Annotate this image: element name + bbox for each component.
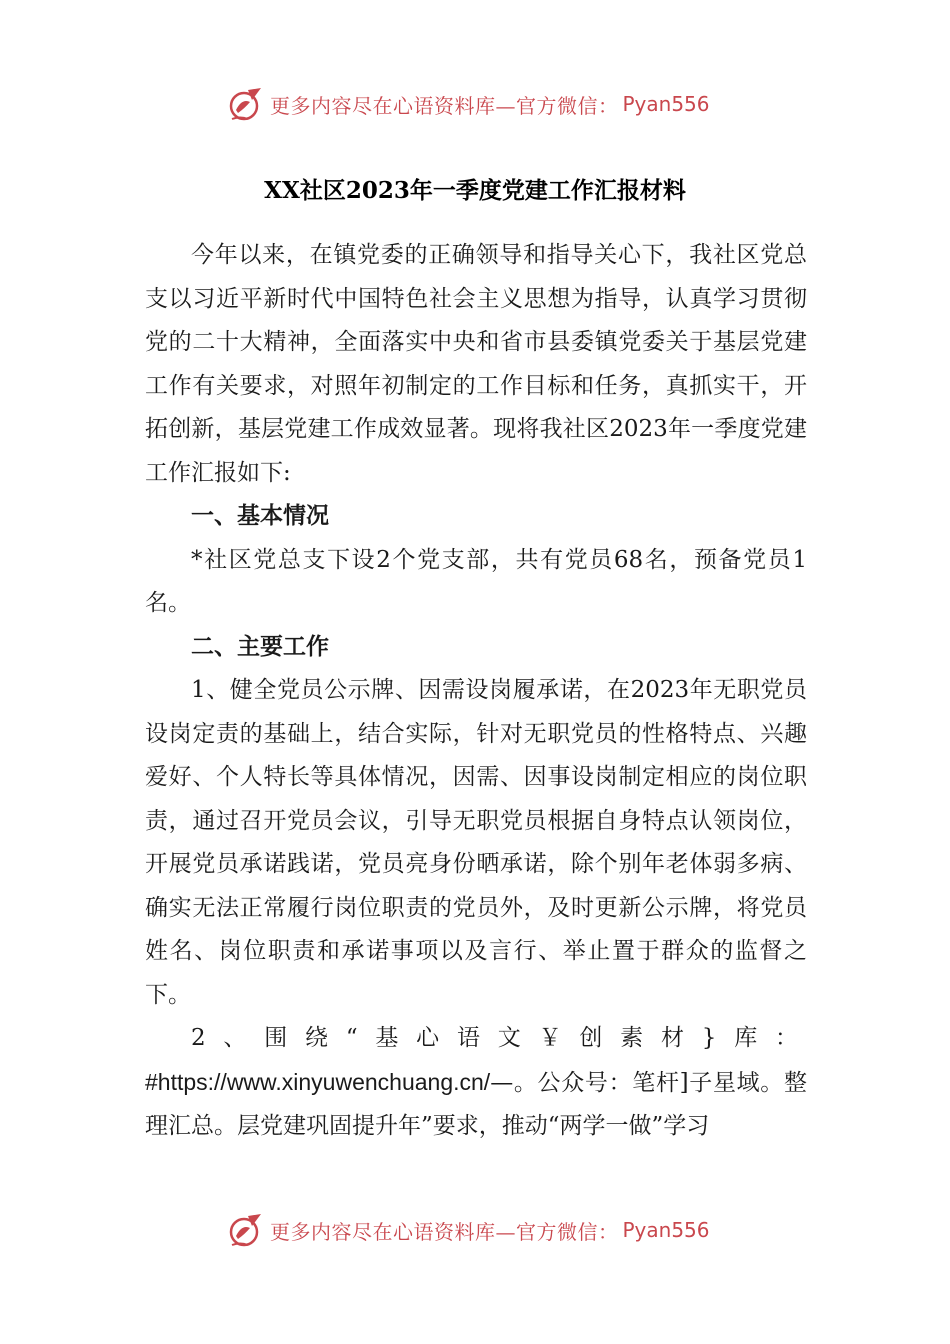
- footer-banner: [228, 1210, 710, 1250]
- banner-handle: Pyan556: [622, 92, 710, 116]
- intro-paragraph: 今年以来，在镇党委的正确领导和指导关心下，我社区党总支以习近平新时代中国特色社会主义思想为指导，认真学习贯彻党的二十大精神，全面落实中央和省市县委镇党委关于基层党建工作有关要求，对照年初制定的工作目标和任务，真抓实干，开拓创新，基层党建工作成效显著。现将我社区2023年一季度党建工作汇报如下:: [145, 242, 807, 486]
- banner-handle: Pyan556: [622, 1218, 710, 1242]
- section-heading-basic: 一、基本情况: [191, 503, 329, 529]
- banner-text: 更多内容尽在心语资料库—官方微信：: [270, 93, 619, 118]
- banner-text: 更多内容尽在心语资料库—官方微信：: [270, 1219, 619, 1244]
- basic-info-paragraph: *社区党总支下设2个党支部，共有党员68名，预备党员1名。: [145, 546, 807, 616]
- source-url-link[interactable]: #https://www.xinyuwenchuang.cn/: [145, 1068, 491, 1095]
- pen-logo-icon: [228, 86, 264, 122]
- work-item-2-prefix: 2、围绕“基心语文￥创素材}库：: [191, 1025, 807, 1051]
- work-item-1: 1、健全党员公示牌、因需设岗履承诺，在2023年无职党员设岗定责的基础上，结合实际，针对无职党员的性格特点、兴趣爱好、个人特长等具体情况，因需、因事设岗制定相应的岗位职责，通过召开党员会议，引导无职党员根据自身特点认领岗位，开展党员承诺践诺，党员亮身份晒承诺，除个别年老体弱多病、确实无法正常履行岗位职责的党员外，及时更新公示牌，将党员姓名、岗位职责和承诺事项以及言行、举止置于群众的监督之下。: [145, 677, 807, 1008]
- header-banner: [228, 84, 710, 124]
- work-item-2-suffix: —。公众号：笔杆]子星域。整理汇总。层党建巩固提升年”要求，推动“两学一做”学习: [145, 1069, 807, 1139]
- document-body: [145, 234, 807, 1149]
- pen-logo-icon: [228, 1212, 264, 1248]
- section-heading-main-work: 二、主要工作: [191, 633, 329, 660]
- document-title: XX社区2023年一季度党建工作汇报材料: [264, 177, 686, 204]
- work-item-2: [145, 1017, 807, 1149]
